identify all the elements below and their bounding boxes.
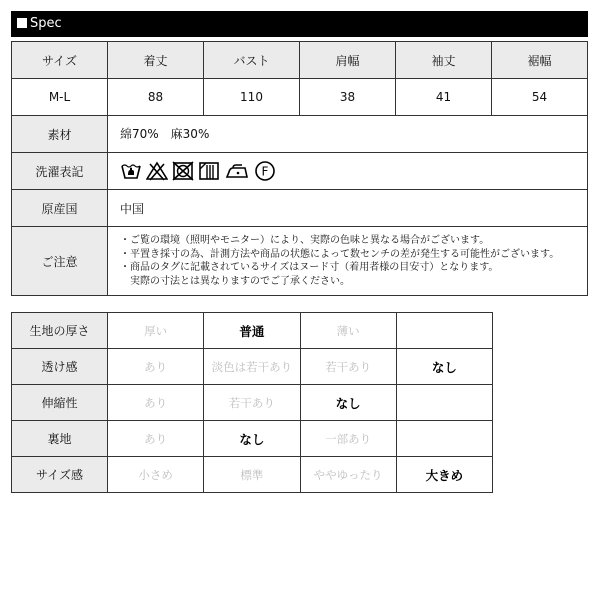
square-icon: [17, 18, 27, 28]
feel-option: あり: [108, 385, 204, 421]
feel-row-label: 生地の厚さ: [12, 313, 108, 349]
feel-option: 薄い: [300, 313, 396, 349]
origin-value: 中国: [108, 190, 588, 227]
spec-title: Spec: [30, 16, 62, 31]
feel-row-label: 裏地: [12, 421, 108, 457]
drip-dry-shade-icon: [198, 161, 220, 181]
feel-row-label: 透け感: [12, 349, 108, 385]
size-cell: 38: [300, 79, 396, 116]
feel-option: 一部あり: [300, 421, 396, 457]
material-value: 綿70% 麻30%: [108, 116, 588, 153]
feel-option: [396, 421, 492, 457]
size-column-header: バスト: [204, 42, 300, 79]
size-row: [12, 79, 588, 116]
feel-option: 厚い: [108, 313, 204, 349]
no-bleach-icon: [146, 161, 168, 181]
size-column-header: 肩幅: [300, 42, 396, 79]
fabric-feel-table: [11, 312, 493, 493]
feel-option-selected: なし: [396, 349, 492, 385]
care-label: 洗濯表記: [12, 153, 108, 190]
notes-line: ・商品のタグに記載されているサイズはヌード寸（着用者様の目安寸）となります。: [120, 262, 499, 273]
size-cell: 41: [396, 79, 492, 116]
size-header-row: [12, 42, 588, 79]
size-cell: 110: [204, 79, 300, 116]
feel-row-label: サイズ感: [12, 457, 108, 493]
size-cell: M-L: [12, 79, 108, 116]
feel-option-selected: なし: [204, 421, 300, 457]
feel-row-label: 伸縮性: [12, 385, 108, 421]
size-column-header: 袖丈: [396, 42, 492, 79]
size-cell: 54: [492, 79, 588, 116]
feel-option-selected: 大きめ: [396, 457, 492, 493]
dry-clean-f-icon: [254, 160, 276, 182]
feel-option: [396, 313, 492, 349]
feel-row: [12, 349, 493, 385]
feel-option: あり: [108, 421, 204, 457]
material-row: [12, 116, 588, 153]
feel-option: ややゆったり: [300, 457, 396, 493]
feel-row: [12, 457, 493, 493]
feel-option: 若干あり: [300, 349, 396, 385]
notes-line: ・平置き採寸の為、計測方法や商品の状態によって数センチの差が発生する可能性がございます。: [120, 248, 560, 260]
spec-header: [11, 11, 588, 37]
notes-line: ・ご覧の環境（照明やモニター）により、実際の色味と異なる場合がございます。: [120, 235, 490, 246]
feel-option-selected: 普通: [204, 313, 300, 349]
dry-clean-letter: F: [261, 164, 269, 179]
low-iron-icon: [224, 161, 250, 181]
origin-label: 原産国: [12, 190, 108, 227]
size-cell: 88: [108, 79, 204, 116]
size-column-header: サイズ: [12, 42, 108, 79]
feel-option-selected: なし: [300, 385, 396, 421]
size-table: [11, 41, 588, 116]
notes-line: 実際の寸法とは異なりますのでご了承ください。: [120, 275, 350, 287]
origin-row: [12, 190, 588, 227]
feel-option: 標準: [204, 457, 300, 493]
feel-option: 淡色は若干あり: [204, 349, 300, 385]
feel-option: あり: [108, 349, 204, 385]
material-label: 素材: [12, 116, 108, 153]
no-tumble-dry-icon: [172, 161, 194, 181]
size-column-header: 着丈: [108, 42, 204, 79]
feel-option: [396, 385, 492, 421]
care-row: [12, 153, 588, 190]
notes-label: ご注意: [12, 227, 108, 296]
hand-wash-icon: [120, 161, 142, 181]
notes-row: [12, 227, 588, 296]
feel-row: [12, 313, 493, 349]
care-icons-cell: [108, 153, 588, 190]
feel-row: [12, 421, 493, 457]
care-icons: [120, 160, 587, 182]
feel-option: 若干あり: [204, 385, 300, 421]
info-table: [11, 115, 588, 296]
size-column-header: 裾幅: [492, 42, 588, 79]
feel-option: 小さめ: [108, 457, 204, 493]
feel-row: [12, 385, 493, 421]
notes-text: [108, 227, 588, 296]
